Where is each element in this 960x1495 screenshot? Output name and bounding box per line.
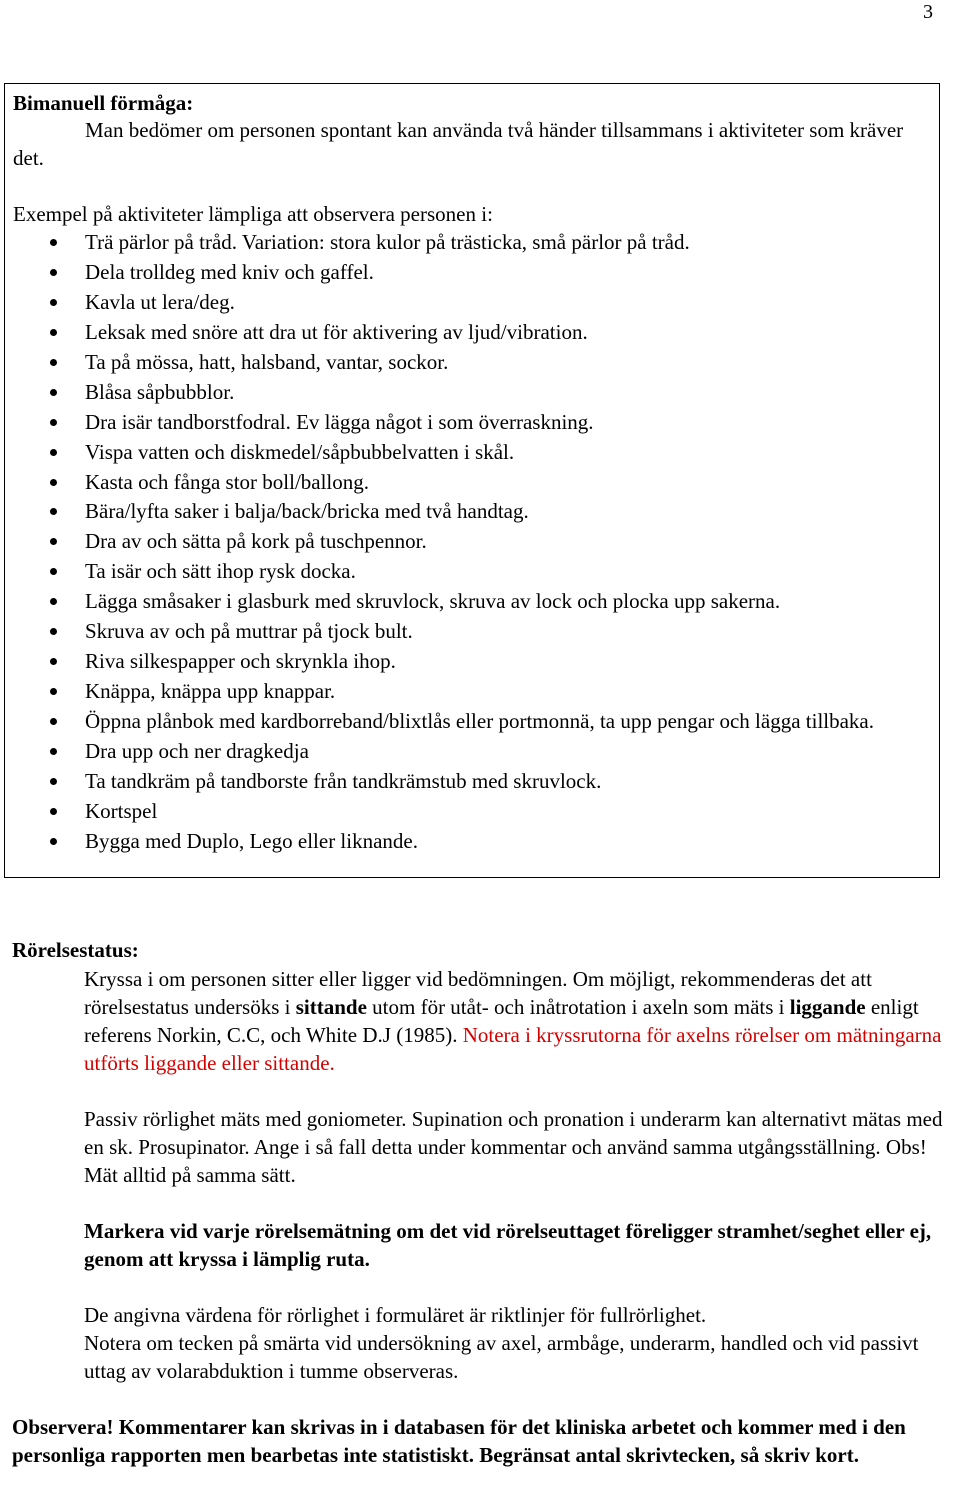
list-item: Dra isär tandborstfodral. Ev lägga något i som överraskning. — [5, 408, 925, 436]
list-item: Blåsa såpbubblor. — [5, 378, 925, 406]
list-item: Kasta och fånga stor boll/ballong. — [5, 468, 925, 496]
status-p1-text-c: utom för utåt- och inåtrotation i axeln som mäts i — [366, 995, 790, 1019]
list-item: Leksak med snöre att dra ut för aktivering av ljud/vibration. — [5, 318, 925, 346]
bimanual-ability-box — [4, 83, 940, 878]
list-item: Ta tandkräm på tandborste från tandkrämstub med skruvlock. — [5, 767, 925, 795]
list-item: Dela trolldeg med kniv och gaffel. — [5, 258, 925, 286]
status-p1-red-note: Notera i kryssrutorna för axelns rörelser om mätningarna utförts liggande eller sittande. — [84, 1023, 942, 1075]
status-p1-sitting: sittande — [295, 995, 367, 1019]
list-item: Riva silkespapper och skrynkla ihop. — [5, 647, 925, 675]
list-item: Öppna plånbok med kardborreband/blixtlås eller portmonnä, ta upp pengar och lägga tillbaka. — [5, 707, 925, 735]
bimanual-heading: Bimanuell förmåga: — [13, 91, 194, 115]
examples-list — [5, 228, 925, 857]
movement-status-heading: Rörelsestatus: — [12, 938, 139, 962]
status-paragraph-4 — [84, 1301, 954, 1385]
list-item: Kavla ut lera/deg. — [5, 288, 925, 316]
list-item: Ta isär och sätt ihop rysk docka. — [5, 557, 925, 585]
status-p4-line1: De angivna värdena för rörlighet i formuläret är riktlinjer för fullrörlighet. — [84, 1303, 707, 1327]
status-paragraph-3: Markera vid varje rörelsemätning om det vid rörelseuttaget föreligger stramhet/seghet eller ej, genom att kryssa i lämplig ruta. — [84, 1219, 932, 1271]
list-item: Skruva av och på muttrar på tjock bult. — [5, 617, 925, 645]
list-item: Ta på mössa, hatt, halsband, vantar, sockor. — [5, 348, 925, 376]
bimanual-intro — [13, 116, 925, 172]
page-number: 3 — [923, 1, 933, 23]
list-item: Lägga småsaker i glasburk med skruvlock, skruva av lock och plocka upp sakerna. — [5, 587, 925, 615]
list-item: Kortspel — [5, 797, 925, 825]
status-p4-line2: Notera om tecken på smärta vid undersökning av axel, armbåge, underarm, handled och vid passivt uttag av volarabduktion i tumme observeras. — [84, 1331, 919, 1383]
bimanual-intro-text: Man bedömer om personen spontant kan använda två händer tillsammans i aktiviteter som kräver det. — [13, 118, 904, 170]
observe-note: Observera! Kommentarer kan skrivas in i databasen för det kliniska arbetet och kommer med i den personliga rapporten men bearbetas inte statistiskt. Begränsat antal skrivtecken, så skriv kort. — [12, 1415, 906, 1467]
status-p1-lying: liggande — [789, 995, 866, 1019]
list-item: Vispa vatten och diskmedel/såpbubbelvatten i skål. — [5, 438, 925, 466]
list-item: Dra av och sätta på kork på tuschpennor. — [5, 527, 925, 555]
status-p1-text-a: Kryssa i om personen sitter eller ligger vid bedömningen. Om möjligt, rekommenderas det att rörelsestatus undersöks i — [84, 967, 872, 1019]
list-item: Knäppa, knäppa upp knappar. — [5, 677, 925, 705]
status-paragraph-1 — [84, 965, 954, 1077]
list-item: Dra upp och ner dragkedja — [5, 737, 925, 765]
examples-heading: Exempel på aktiviteter lämpliga att observera personen i: — [13, 202, 493, 226]
list-item: Bära/lyfta saker i balja/back/bricka med två handtag. — [5, 497, 925, 525]
status-p1-text-e: enligt referens Norkin, C.C, och White D.J (1985). — [84, 995, 919, 1047]
status-paragraph-2: Passiv rörlighet mäts med goniometer. Supination och pronation i underarm kan alternativt mätas med en sk. Prosupinator. Ange i så fall detta under kommentar och använd samma utgångsställning. Obs! Mät alltid på samma sätt. — [84, 1107, 943, 1187]
list-item: Trä pärlor på tråd. Variation: stora kulor på trästicka, små pärlor på tråd. — [5, 228, 925, 256]
list-item: Bygga med Duplo, Lego eller liknande. — [5, 827, 925, 855]
